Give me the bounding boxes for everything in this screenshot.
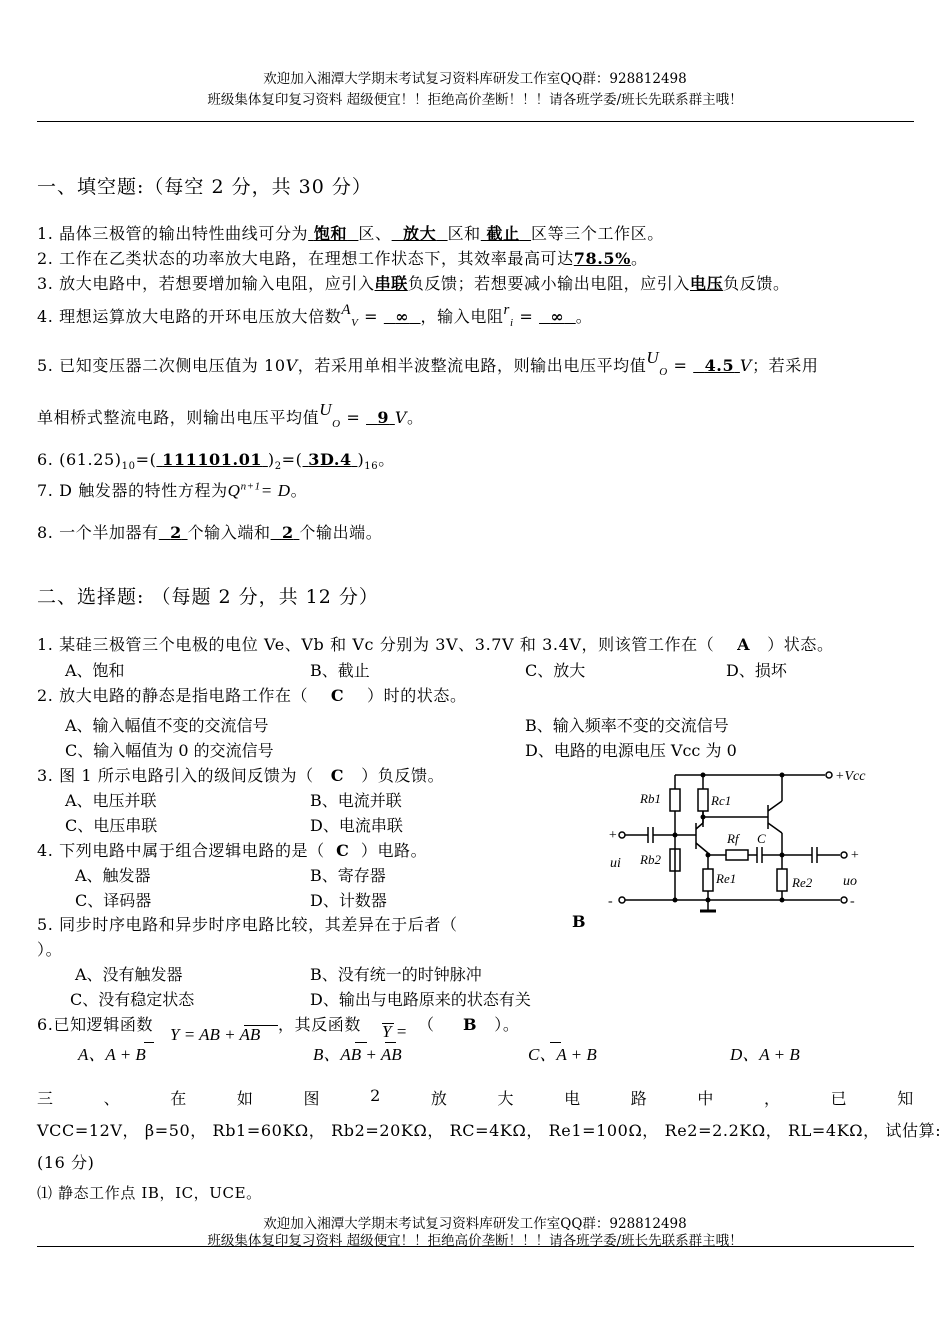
section3-title-char: 图 — [303, 1089, 321, 1108]
label-minus-in: - — [608, 894, 613, 909]
section3-title-char: 路 — [630, 1089, 648, 1108]
s2-q6-answer: （ B ）。 — [418, 1015, 520, 1034]
s2-q4: 4. 下列电路中属于组合逻辑电路的是（ C ）电路。 — [37, 841, 428, 860]
label-re1: Re1 — [716, 871, 737, 886]
s2-q4-option-b: B、寄存器 — [310, 866, 386, 885]
header-line-1: 欢迎加入湘潭大学期末考试复习资料库研发工作室QQ群：928812498 — [263, 71, 687, 87]
section3-title-char: 如 — [236, 1089, 254, 1108]
label-vcc: +Vcc — [835, 769, 866, 784]
s2-q4-option-d: D、计数器 — [310, 891, 387, 910]
section3-score: (16 分) — [37, 1153, 95, 1172]
s2-q2-option-b: B、输入频率不变的交流信号 — [525, 716, 729, 735]
footer-rule — [37, 1246, 914, 1247]
section3-sub1: ⑴ 静态工作点 IB，IC，UCE。 — [37, 1184, 262, 1202]
section1-title: 一、填空题:（每空 2 分，共 30 分） — [37, 176, 372, 198]
s1-q7: 7. D 触发器的特性方程为$Q^{n+1}= D$。 — [37, 480, 308, 500]
header-line-2: 班级集体复印复习资料 超级便宜！！拒绝高价垄断！！！请各班学委/班长先联系群主哦！ — [207, 92, 743, 108]
s1-q1: 1. 晶体三极管的输出特性曲线可分为 饱和 区、 放大 区和 截止 区等三个工作区。 — [37, 224, 664, 243]
label-uo: uo — [843, 874, 857, 889]
s2-q5-post: ）。 — [37, 940, 63, 959]
s1-q4: 4. 理想运算放大电路的开环电压放大倍数$A_V$ = ∞ ，输入电阻$r_i$ = ∞ 。 — [37, 302, 593, 330]
section3-title-char: 已 — [830, 1089, 848, 1108]
circuit-diagram — [600, 765, 900, 925]
s2-q3: 3. 图 1 所示电路引入的级间反馈为（ C ）负反馈。 — [37, 766, 445, 785]
s2-q1-option-c: C、放大 — [525, 661, 586, 680]
s1-q3: 3. 放大电路中，若想要增加输入电阻，应引入串联负反馈；若想要减小输出电阻，应引入电压负反馈。 — [37, 274, 790, 293]
section3-title-char: 三 — [37, 1089, 54, 1108]
s2-q3-option-d: D、电流串联 — [310, 816, 403, 835]
label-re2: Re2 — [792, 875, 813, 890]
s2-q3-option-a: A、电压并联 — [65, 791, 157, 810]
s2-q5: 5. 同步时序电路和异步时序电路比较，其差异在于后者（ — [37, 915, 458, 934]
s2-q2-option-a: A、输入幅值不变的交流信号 — [65, 716, 269, 735]
header-rule — [37, 121, 914, 122]
section3-title-char: 2 — [370, 1086, 381, 1105]
s2-q6-option-c: C、A + B — [528, 1040, 597, 1065]
label-c: C — [757, 831, 766, 846]
label-rb1: Rb1 — [640, 791, 661, 806]
s2-q6-option-a: A、A + B — [78, 1040, 146, 1065]
s2-q5-option-d: D、输出与电路原来的状态有关 — [310, 990, 531, 1009]
s1-q8: 8. 一个半加器有 2 个输入端和 2 个输出端。 — [37, 523, 383, 542]
s2-q1: 1. 某硅三极管三个电极的电位 Ve、Vb 和 Vc 分别为 3V、3.7V 和 3.4V，则该管工作在（ A ）状态。 — [37, 635, 834, 654]
label-rf: Rf — [727, 831, 739, 846]
footer-line-1: 欢迎加入湘潭大学期末考试复习资料库研发工作室QQ群：928812498 — [263, 1216, 687, 1232]
footer-line-2: 班级集体复印复习资料 超级便宜！！拒绝高价垄断！！！请各班学委/班长先联系群主哦！ — [207, 1233, 743, 1249]
section3-title-char: 放 — [430, 1089, 448, 1108]
s2-q2-option-c: C、输入幅值为 0 的交流信号 — [65, 741, 274, 760]
s2-q1-option-a: A、饱和 — [65, 661, 125, 680]
s2-q6-mid: ，其反函数 — [278, 1015, 362, 1034]
section3-title-char: 、 — [103, 1089, 121, 1108]
s2-q6-function: Y = AB + AB — [170, 1025, 260, 1045]
label-ui: ui — [610, 856, 621, 871]
label-plus-in: + — [608, 828, 618, 843]
s1-q5-line1: 5. 已知变压器二次侧电压值为 10V，若采用单相半波整流电路，则输出电压平均值$U_O = 4.5$ V；若采用 — [37, 348, 819, 379]
s2-q4-option-a: A、触发器 — [75, 866, 151, 885]
s2-q5-option-c: C、没有稳定状态 — [70, 990, 195, 1009]
section3-title-char: 在 — [170, 1089, 187, 1108]
s1-q2: 2. 工作在乙类状态的功率放大电路，在理想工作状态下，其效率最高可达78.5%。 — [37, 249, 648, 268]
s2-q1-option-b: B、截止 — [310, 661, 370, 680]
s2-q5-option-a: A、没有触发器 — [75, 965, 183, 984]
section3-params: VCC=12V， β=50， Rb1=60KΩ， Rb2=20KΩ， RC=4KΩ， Re1=100Ω， Re2=2.2KΩ， RL=4KΩ， 试估算: — [37, 1121, 942, 1140]
s2-q1-option-d: D、损坏 — [726, 661, 787, 680]
section2-title: 二、选择题: （每题 2 分，共 12 分） — [37, 586, 379, 608]
section3-title-char: ， — [764, 1089, 781, 1108]
s2-q6-pre: 6.已知逻辑函数 — [37, 1015, 154, 1034]
section3-title — [37, 1086, 914, 1109]
s2-q6-option-d: D、A + B — [730, 1045, 800, 1064]
s2-q3-option-b: B、电流并联 — [310, 791, 402, 810]
s2-q2: 2. 放大电路的静态是指电路工作在（ C ）时的状态。 — [37, 686, 467, 705]
s2-q5-answer: B — [572, 912, 587, 931]
section3-title-char: 大 — [497, 1089, 515, 1108]
s1-q5-line2: 单相桥式整流电路，则输出电压平均值$U_O = 9$ V。 — [37, 400, 424, 431]
s1-q6: 6. $(61.25)_{10}=$( 111101.01 )$_2=$( 3D.4 )$_{16}$。 — [37, 450, 395, 473]
s2-q2-option-d: D、电路的电源电压 Vcc 为 0 — [525, 741, 737, 760]
label-rc1: Rc1 — [711, 793, 732, 808]
s2-q4-option-c: C、译码器 — [75, 891, 152, 910]
s2-q6-option-b: B、AB + AB — [313, 1040, 402, 1065]
s2-q6-inverse: Y = — [382, 1022, 408, 1041]
label-minus-out: - — [850, 894, 855, 909]
label-rb2: Rb2 — [640, 852, 661, 867]
s2-q3-option-c: C、电压串联 — [65, 816, 158, 835]
section3-title-char: 电 — [564, 1089, 581, 1108]
section3-title-char: 中 — [697, 1089, 715, 1108]
s2-q5-option-b: B、没有统一的时钟脉冲 — [310, 965, 482, 984]
section3-title-char: 知 — [897, 1089, 914, 1108]
label-plus-out: + — [850, 848, 860, 863]
